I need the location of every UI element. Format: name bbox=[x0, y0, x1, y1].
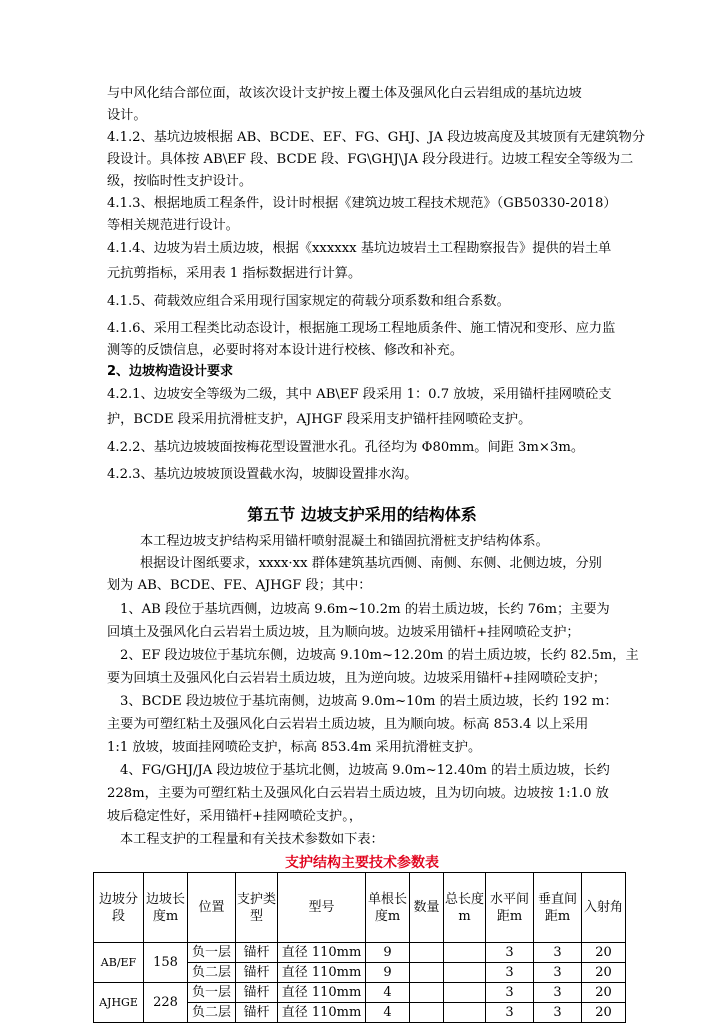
v-spacing-cell: 3 bbox=[534, 983, 582, 1003]
paragraph-line: 护，BCDE 段采用抗滑桩支护，AJHGF 段采用支护锚杆挂网喷砼支护。 bbox=[107, 412, 532, 427]
total-cell bbox=[444, 943, 486, 963]
total-cell bbox=[444, 963, 486, 983]
v-spacing-cell: 3 bbox=[534, 1003, 582, 1023]
table-title: 支护结构主要技术参数表 bbox=[285, 855, 439, 871]
header-cell: 支护类型 bbox=[236, 873, 278, 943]
paragraph-line: 与中风化结合部位面，故该次设计支护按上覆土体及强风化白云岩组成的基坑边坡 bbox=[107, 86, 582, 101]
subheading: 2、边坡构造设计要求 bbox=[107, 364, 234, 379]
header-cell: 总长度m bbox=[444, 873, 486, 943]
paragraph-line: 划为 AB、BCDE、FE、AJHGF 段；其中： bbox=[107, 578, 372, 593]
paragraph-line: 3、BCDE 段边坡位于基坑南侧，边坡高 9.0m~10m 的岩土质边坡，长约 192 m： bbox=[120, 694, 618, 709]
type-cell: 锚杆 bbox=[236, 1003, 278, 1023]
h-spacing-cell: 3 bbox=[486, 983, 534, 1003]
header-cell: 型号 bbox=[278, 873, 366, 943]
h-spacing-cell: 3 bbox=[486, 963, 534, 983]
paragraph-line: 2、EF 段边坡位于基坑东侧，边坡高 9.10m~12.20m 的岩土质边坡，长约 82.5m，主 bbox=[120, 648, 639, 663]
paragraph-line: 4、FG/GHJ/JA 段边坡位于基坑北侧，边坡高 9.0m~12.40m 的岩土质边坡，长约 bbox=[120, 763, 610, 778]
position-cell: 负二层 bbox=[188, 963, 236, 983]
single-length-cell: 4 bbox=[366, 1003, 410, 1023]
table-row bbox=[94, 943, 626, 963]
table-header-row bbox=[94, 873, 626, 943]
parameters-table bbox=[93, 872, 626, 1023]
header-cell: 位置 bbox=[188, 873, 236, 943]
length-cell: 228 bbox=[144, 983, 188, 1023]
paragraph-line: 228m，主要为可塑红粘土及强风化白云岩岩土质边坡，且为切向坡。边坡按 1:1.0 放 bbox=[107, 786, 609, 801]
single-length-cell: 9 bbox=[366, 963, 410, 983]
total-cell bbox=[444, 983, 486, 1003]
paragraph-line: 4.1.4、边坡为岩土质边坡，根据《xxxxxx 基坑边坡岩土工程勘察报告》提供的岩土单 bbox=[107, 241, 612, 256]
v-spacing-cell: 3 bbox=[534, 943, 582, 963]
paragraph-line: 4.1.3、根据地质工程条件，设计时根据《建筑边坡工程技术规范》（GB50330-2018） bbox=[107, 196, 617, 211]
position-cell: 负一层 bbox=[188, 943, 236, 963]
count-cell bbox=[410, 983, 444, 1003]
paragraph-line: 段设计。具体按 AB\EF 段、BCDE 段、FG\GHJ\JA 段分段进行。边坡工程安全等级为二 bbox=[107, 152, 634, 167]
paragraph-line: 4.1.6、采用工程类比动态设计，根据施工现场工程地质条件、施工情况和变形、应力监 bbox=[107, 321, 616, 336]
paragraph-line: 回填土及强风化白云岩岩土质边坡，且为顺向坡。边坡采用锚杆+挂网喷砼支护； bbox=[107, 625, 580, 640]
segment-cell: AJHGE bbox=[94, 983, 144, 1023]
count-cell bbox=[410, 963, 444, 983]
type-cell: 锚杆 bbox=[236, 983, 278, 1003]
length-cell: 158 bbox=[144, 943, 188, 983]
paragraph-line: 坡后稳定性好，采用锚杆+挂网喷砼支护。， bbox=[107, 809, 363, 824]
position-cell: 负一层 bbox=[188, 983, 236, 1003]
paragraph-line: 等相关规范进行设计。 bbox=[107, 218, 239, 233]
angle-cell: 20 bbox=[582, 943, 626, 963]
paragraph-line: 要为回填土及强风化白云岩岩土质边坡，且为逆向坡。边坡采用锚杆+挂网喷砼支护； bbox=[107, 671, 606, 686]
position-cell: 负二层 bbox=[188, 1003, 236, 1023]
single-length-cell: 9 bbox=[366, 943, 410, 963]
model-cell: 直径 110mm bbox=[278, 983, 366, 1003]
v-spacing-cell: 3 bbox=[534, 963, 582, 983]
header-cell: 边坡分段 bbox=[94, 873, 144, 943]
model-cell: 直径 110mm bbox=[278, 963, 366, 983]
single-length-cell: 4 bbox=[366, 983, 410, 1003]
table-row bbox=[94, 983, 626, 1003]
header-cell: 垂直间距m bbox=[534, 873, 582, 943]
paragraph-line: 测等的反馈信息，必要时将对本设计进行校核、修改和补充。 bbox=[107, 343, 464, 358]
count-cell bbox=[410, 943, 444, 963]
paragraph-line: 本工程支护的工程量和有关技术参数如下表： bbox=[120, 832, 384, 847]
segment-cell: AB/EF bbox=[94, 943, 144, 983]
angle-cell: 20 bbox=[582, 983, 626, 1003]
paragraph-line: 本工程边坡支护结构采用锚杆喷射混凝土和锚固抗滑桩支护结构体系。 bbox=[140, 534, 549, 549]
model-cell: 直径 110mm bbox=[278, 943, 366, 963]
total-cell bbox=[444, 1003, 486, 1023]
paragraph-line: 4.1.2、基坑边坡根据 AB、BCDE、EF、FG、GHJ、JA 段边坡高度及其坡顶有无建筑物分 bbox=[107, 130, 646, 145]
paragraph-line: 元抗剪指标，采用表 1 指标数据进行计算。 bbox=[107, 266, 362, 281]
count-cell bbox=[410, 1003, 444, 1023]
paragraph-line: 4.2.2、基坑边坡坡面按梅花型设置泄水孔。孔径均为 Φ80mm。间距 3m×3m。 bbox=[107, 440, 585, 455]
paragraph-line: 4.2.1、边坡安全等级为二级，其中 AB\EF 段采用 1：0.7 放坡，采用锚杆挂网喷砼支 bbox=[107, 387, 612, 402]
header-cell: 水平间距m bbox=[486, 873, 534, 943]
paragraph-line: 设计。 bbox=[107, 108, 147, 123]
header-cell: 入射角 bbox=[582, 873, 626, 943]
angle-cell: 20 bbox=[582, 1003, 626, 1023]
paragraph-line: 1:1 放坡，坡面挂网喷砼支护，标高 853.4m 采用抗滑桩支护。 bbox=[107, 740, 482, 755]
section-title: 第五节 边坡支护采用的结构体系 bbox=[247, 505, 477, 524]
header-cell: 单根长度m bbox=[366, 873, 410, 943]
type-cell: 锚杆 bbox=[236, 943, 278, 963]
paragraph-line: 级，按临时性支护设计。 bbox=[107, 174, 253, 189]
h-spacing-cell: 3 bbox=[486, 943, 534, 963]
h-spacing-cell: 3 bbox=[486, 1003, 534, 1023]
header-cell: 边坡长度m bbox=[144, 873, 188, 943]
angle-cell: 20 bbox=[582, 963, 626, 983]
paragraph-line: 4.1.5、荷载效应组合采用现行国家规定的荷载分项系数和组合系数。 bbox=[107, 294, 510, 309]
paragraph-line: 根据设计图纸要求，xxxx·xx 群体建筑基坑西侧、南侧、东侧、北侧边坡，分别 bbox=[140, 556, 602, 571]
paragraph-line: 4.2.3、基坑边坡坡顶设置截水沟，坡脚设置排水沟。 bbox=[107, 467, 418, 482]
header-cell: 数量 bbox=[410, 873, 444, 943]
type-cell: 锚杆 bbox=[236, 963, 278, 983]
paragraph-line: 1、AB 段位于基坑西侧，边坡高 9.6m~10.2m 的岩土质边坡，长约 76m；主要为 bbox=[120, 602, 610, 617]
paragraph-line: 主要为可塑红粘土及强风化白云岩岩土质边坡，且为顺向坡。标高 853.4 以上采用 bbox=[107, 717, 589, 732]
model-cell: 直径 110mm bbox=[278, 1003, 366, 1023]
